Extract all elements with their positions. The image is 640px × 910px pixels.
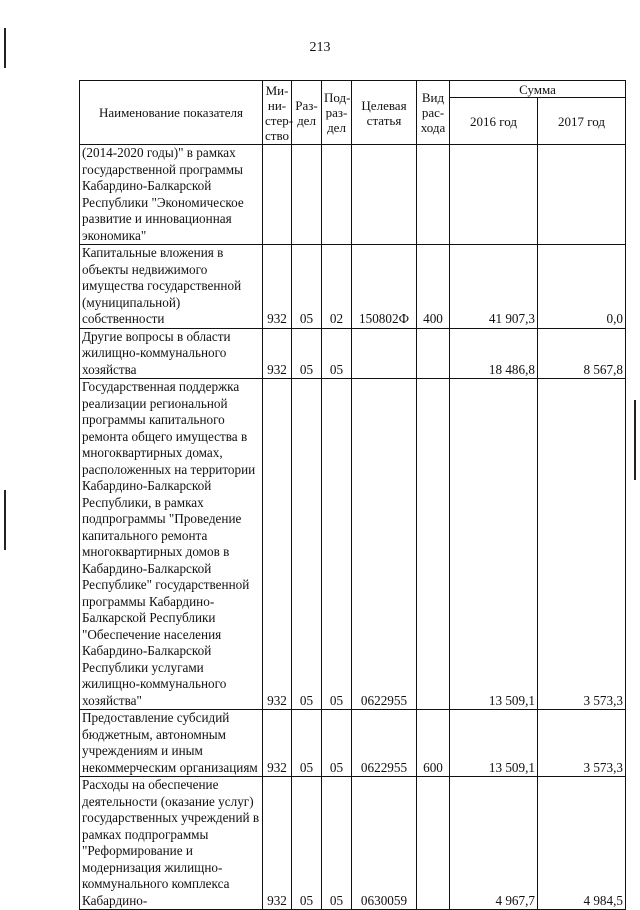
row-amount-2016: 18 486,8 — [450, 328, 538, 379]
row-target — [352, 328, 417, 379]
table-row — [80, 379, 626, 710]
row-target: 0622955 — [352, 379, 417, 710]
row-amount-2016: 4 967,7 — [450, 777, 538, 910]
row-amount-2016 — [450, 145, 538, 245]
row-subsection: 05 — [322, 328, 352, 379]
row-amount-2016: 13 509,1 — [450, 379, 538, 710]
row-ministry: 932 — [263, 328, 292, 379]
row-expense — [417, 328, 450, 379]
table-row — [80, 245, 626, 329]
header-year-2017: 2017 год — [538, 98, 626, 145]
row-ministry: 932 — [263, 245, 292, 329]
header-section: Раз-дел — [292, 81, 322, 145]
row-subsection: 05 — [322, 710, 352, 777]
row-name: Расходы на обеспечение деятельности (оказание услуг) государственных учреждений в рамках подпрограммы "Реформирование и модернизация жилищно-коммунального комплекса Кабардино- — [80, 777, 263, 910]
table-row — [80, 710, 626, 777]
header-name: Наименование показателя — [80, 81, 263, 145]
row-expense — [417, 145, 450, 245]
header-year-2016: 2016 год — [450, 98, 538, 145]
header-target: Целевая статья — [352, 81, 417, 145]
table-row — [80, 145, 626, 245]
row-ministry: 932 — [263, 710, 292, 777]
row-target: 150802Ф — [352, 245, 417, 329]
row-name: Государственная поддержка реализации региональной программы капитального ремонта общего имущества в многоквартирных домах, расположенных на территории Кабардино-Балкарской Республики, в рамках подпрограммы "Проведение капитального ремонта многоквартирных домов в Кабардино-Балкарской Республике" государственной программы Кабардино-Балкарской Республики "Обеспечение населения Кабардино-Балкарской Республики услугами жилищно-коммунального хозяйства" — [80, 379, 263, 710]
header-ministry: Ми-ни-стер-ство — [263, 81, 292, 145]
row-subsection — [322, 145, 352, 245]
row-target: 0622955 — [352, 710, 417, 777]
row-expense — [417, 777, 450, 910]
row-amount-2017: 4 984,5 — [538, 777, 626, 910]
row-section: 05 — [292, 777, 322, 910]
header-subsection: Под-раз-дел — [322, 81, 352, 145]
scan-edge-mark-right — [634, 400, 636, 480]
scan-edge-mark-middle — [4, 490, 6, 550]
row-amount-2017: 3 573,3 — [538, 379, 626, 710]
row-name: Предоставление субсидий бюджетным, автономным учреждениям и иным некоммерческим организациям — [80, 710, 263, 777]
header-sum: Сумма — [450, 81, 626, 98]
row-section: 05 — [292, 328, 322, 379]
row-target: 0630059 — [352, 777, 417, 910]
row-ministry — [263, 145, 292, 245]
row-amount-2017 — [538, 145, 626, 245]
row-amount-2017: 8 567,8 — [538, 328, 626, 379]
row-amount-2017: 0,0 — [538, 245, 626, 329]
header-expense-type: Вид рас-хода — [417, 81, 450, 145]
row-name: (2014-2020 годы)" в рамках государственной программы Кабардино-Балкарской Республики "Экономическое развитие и инновационная экономика" — [80, 145, 263, 245]
row-ministry: 932 — [263, 379, 292, 710]
row-expense — [417, 379, 450, 710]
table-row — [80, 328, 626, 379]
row-section: 05 — [292, 245, 322, 329]
row-ministry: 932 — [263, 777, 292, 910]
row-section — [292, 145, 322, 245]
table-row — [80, 777, 626, 910]
row-expense: 600 — [417, 710, 450, 777]
row-amount-2016: 41 907,3 — [450, 245, 538, 329]
row-amount-2016: 13 509,1 — [450, 710, 538, 777]
row-name: Капитальные вложения в объекты недвижимого имущества государственной (муниципальной) собственности — [80, 245, 263, 329]
row-subsection: 05 — [322, 777, 352, 910]
row-section: 05 — [292, 710, 322, 777]
page-number: 213 — [309, 40, 331, 55]
row-section: 05 — [292, 379, 322, 710]
row-amount-2017: 3 573,3 — [538, 710, 626, 777]
row-target — [352, 145, 417, 245]
row-name: Другие вопросы в области жилищно-коммунального хозяйства — [80, 328, 263, 379]
budget-table — [79, 80, 626, 910]
row-subsection: 05 — [322, 379, 352, 710]
row-subsection: 02 — [322, 245, 352, 329]
row-expense: 400 — [417, 245, 450, 329]
